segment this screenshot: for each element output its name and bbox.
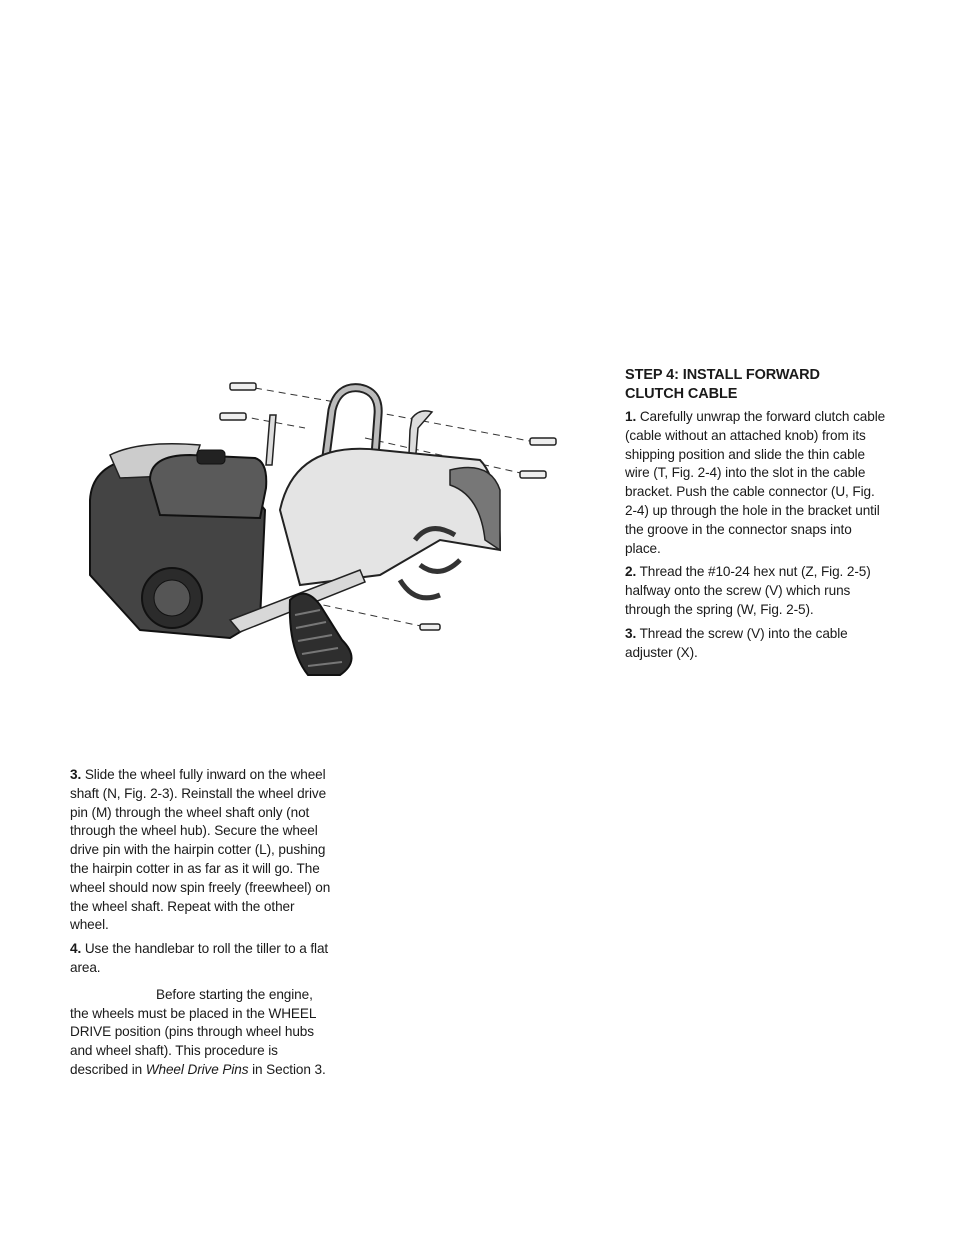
tiller-exploded-illustration — [80, 370, 570, 695]
step-4-paragraph — [70, 940, 332, 978]
item-1-paragraph — [625, 408, 887, 558]
item-2-number: 2. — [625, 564, 637, 580]
item-2-text: Thread the #10-24 hex nut (Z, Fig. 2-5) halfway onto the screw (V) which runs through the spring (W, Fig. 2-5). — [625, 564, 871, 617]
item-3-text: Thread the screw (V) into the cable adjuster (X). — [625, 625, 848, 660]
note-text-a: Before starting the engine, the wheels must be placed in the WHEEL DRIVE position (pins through wheel hubs and wheel shaft). This procedure is described in — [70, 986, 316, 1077]
heading-line-2: CLUTCH CABLE — [625, 386, 738, 402]
item-3-number: 3. — [625, 625, 637, 641]
heading-line-1: STEP 4: INSTALL FORWARD — [625, 367, 820, 383]
section-heading — [625, 366, 887, 404]
step-3-paragraph — [70, 766, 332, 935]
note-paragraph — [70, 986, 332, 1080]
item-1-number: 1. — [625, 409, 637, 424]
step-3-text: Slide the wheel fully inward on the wheel shaft (N, Fig. 2-3). Reinstall the wheel drive pin (M) through the wheel shaft only (not through the wheel hub). Secure the wheel drive pin with the hairpin cotter (L), pushing the hairpin cotter in as far as it will go. The wheel should now spin freely (freewheel) on the wheel shaft. Repeat with the other wheel. — [70, 767, 331, 933]
step-3-number: 3. — [70, 767, 82, 782]
step-4-number: 4. — [70, 941, 82, 957]
note-text-b: in Section 3. — [248, 1061, 326, 1077]
item-3-paragraph — [625, 625, 887, 663]
left-column — [70, 766, 332, 1085]
item-2-paragraph — [625, 563, 887, 619]
item-1-text: Carefully unwrap the forward clutch cable (cable without an attached knob) from its shipping position and slide the thin cable wire (T, Fig. 2-4) into the slot in the cable bracket. Push the cable connector (U, Fig. 2-4) up through the hole in the bracket until the groove in the connector snaps into place. — [625, 409, 886, 556]
right-column — [625, 366, 887, 667]
note-italic: Wheel Drive Pins — [145, 1061, 249, 1077]
step-4-text: Use the handlebar to roll the tiller to a flat area. — [70, 941, 329, 975]
